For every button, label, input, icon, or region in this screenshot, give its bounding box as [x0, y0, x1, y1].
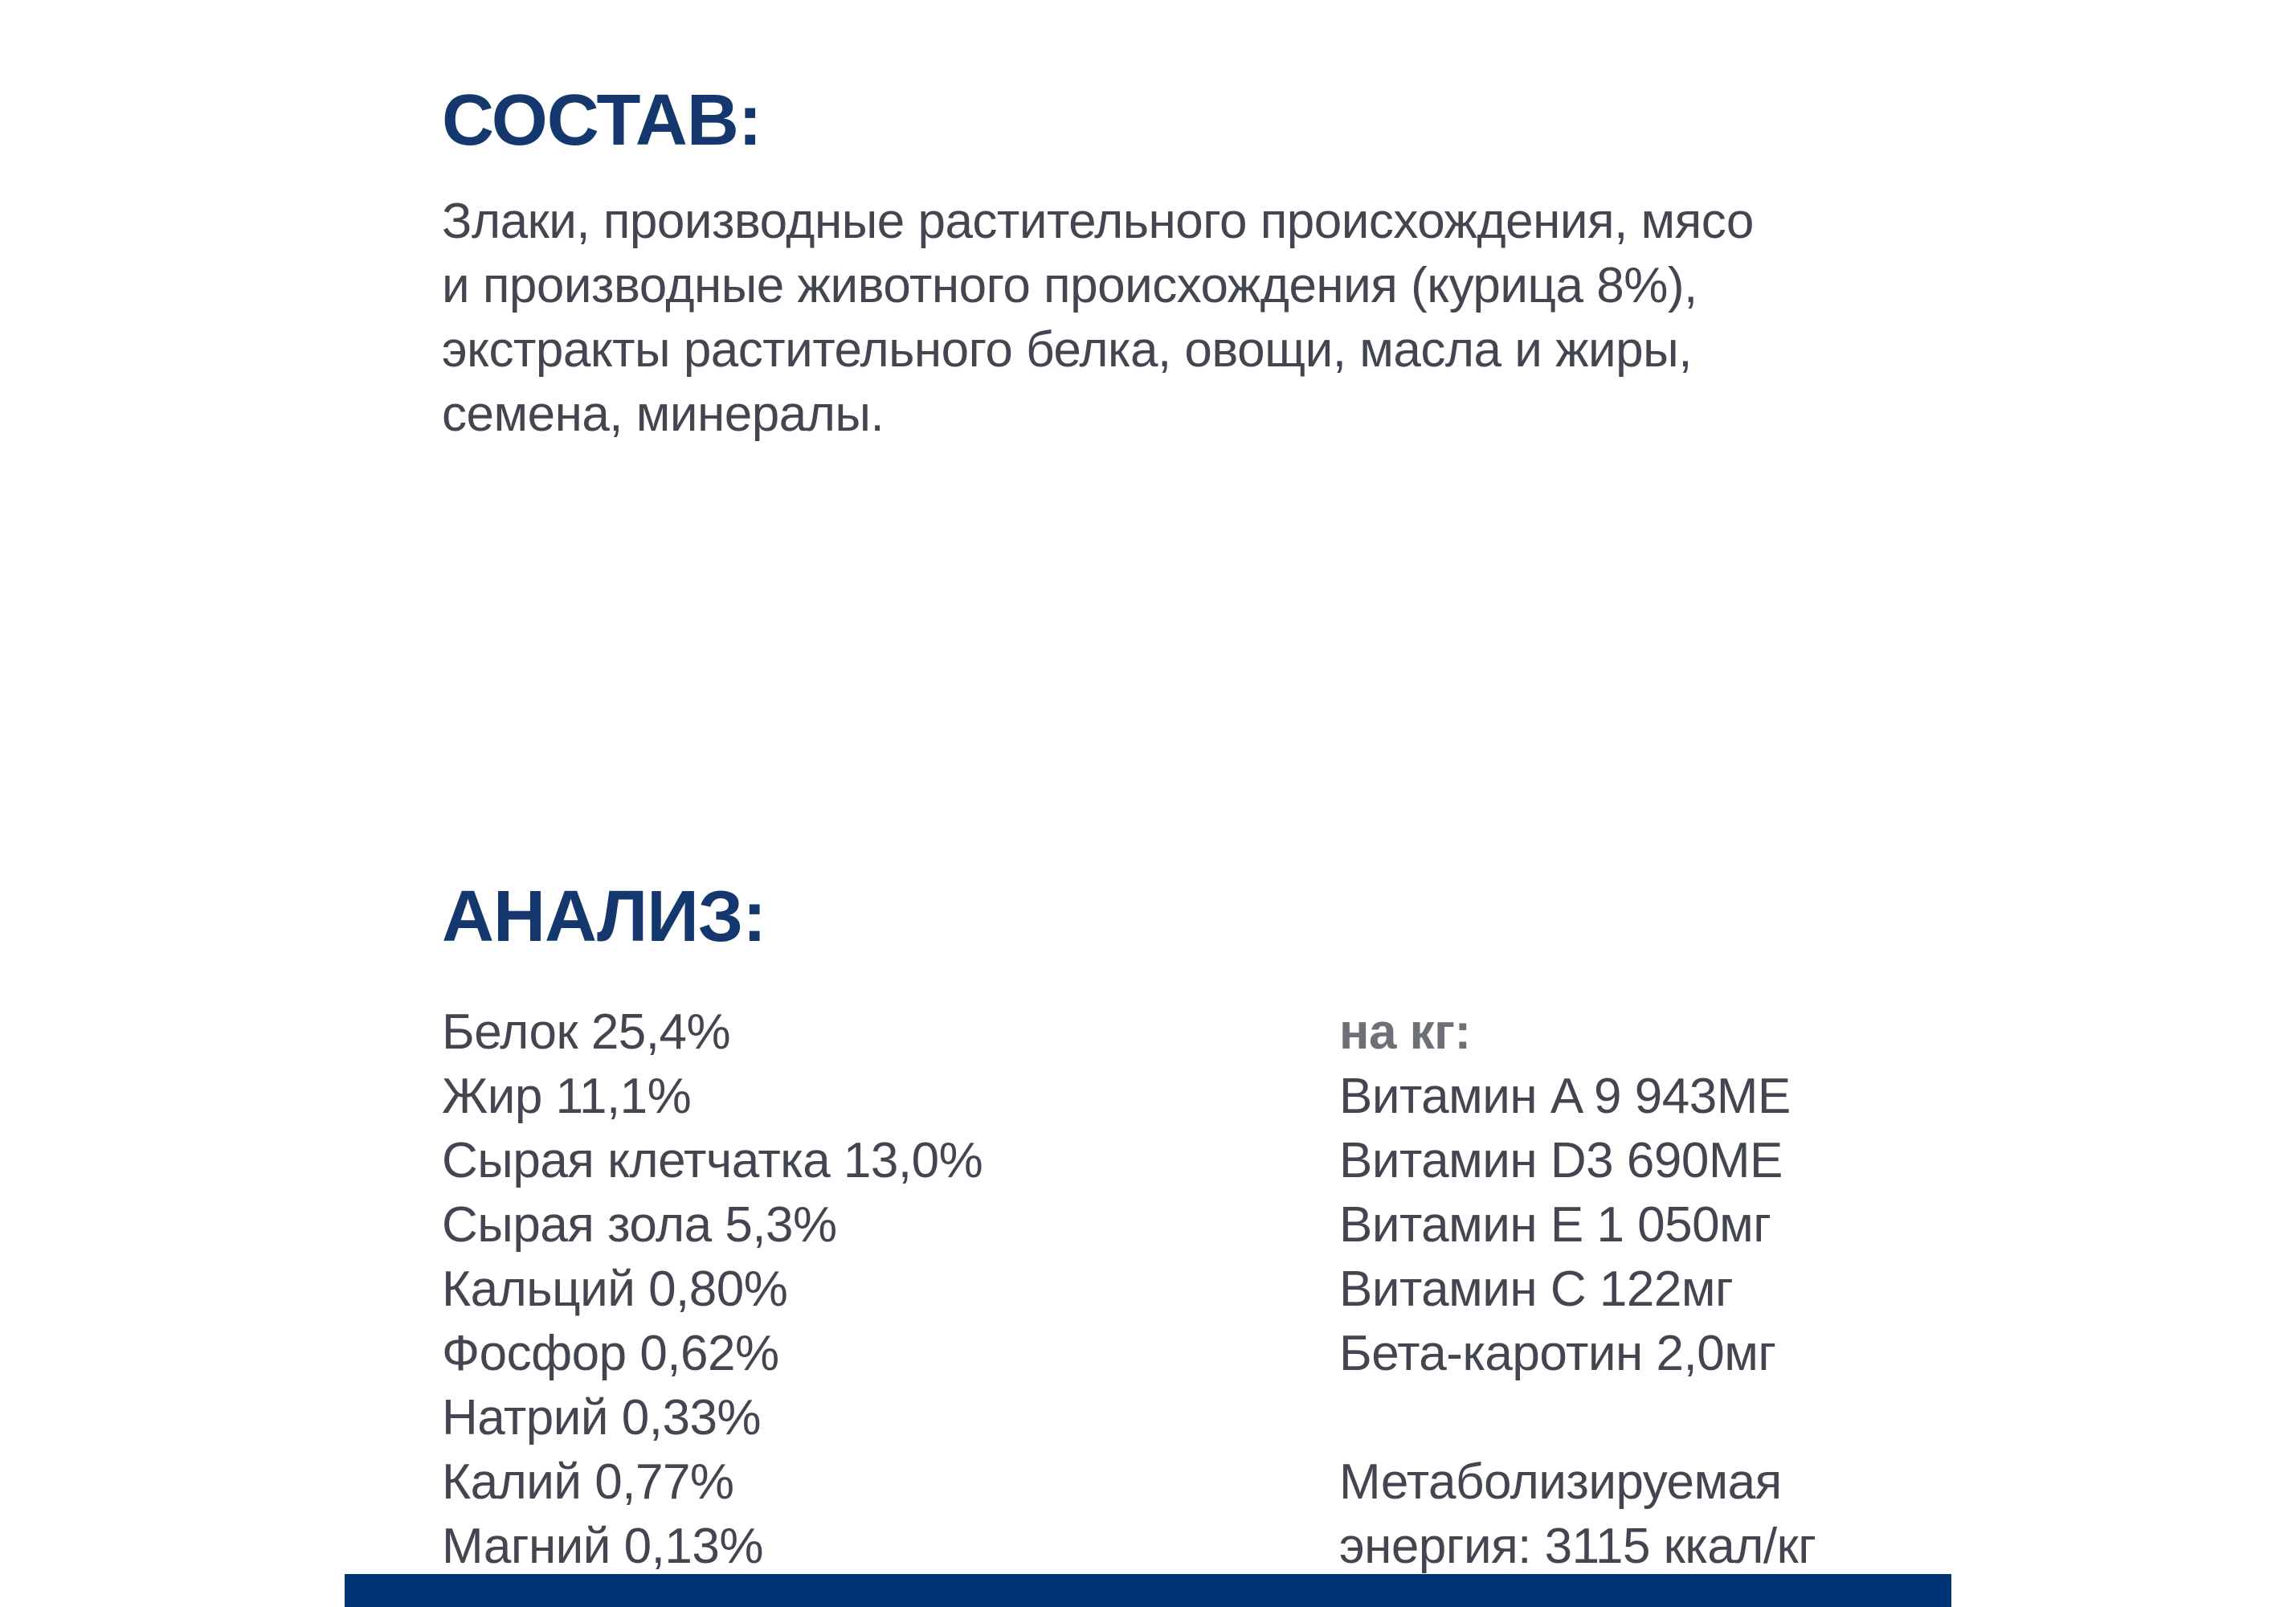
vitamin-item: Витамин D3 690МЕ [1339, 1133, 1783, 1188]
per-kg-label: на кг: [1339, 1004, 1471, 1060]
nutrient-item: Жир 11,1% [442, 1069, 692, 1124]
per-kg-list [1339, 1000, 2223, 1579]
analysis-heading: АНАЛИЗ: [442, 877, 766, 957]
nutrient-item: Сырая зола 5,3% [442, 1197, 837, 1253]
energy-line: энергия: 3115 ккал/кг [1339, 1519, 1816, 1574]
composition-paragraph [442, 190, 1928, 447]
composition-heading: СОСТАВ: [442, 80, 762, 161]
nutrient-list [442, 1000, 1285, 1579]
composition-line: и производные животного происхождения (курица 8%), [442, 258, 1697, 313]
composition-line: Злаки, производные растительного происхождения, мясо [442, 194, 1754, 249]
nutrient-item: Фосфор 0,62% [442, 1326, 779, 1381]
vitamin-item: Витамин A 9 943МЕ [1339, 1069, 1791, 1124]
column-spacer [1339, 1386, 2223, 1450]
composition-line: семена, минералы. [442, 386, 884, 442]
vitamin-item: Бета-каротин 2,0мг [1339, 1326, 1776, 1381]
bottom-accent-bar [345, 1574, 1951, 1607]
nutrient-item: Сырая клетчатка 13,0% [442, 1133, 983, 1188]
nutrient-item: Кальций 0,80% [442, 1261, 788, 1317]
energy-line: Метаболизируемая [1339, 1454, 1782, 1510]
vitamin-item: Витамин C 122мг [1339, 1261, 1734, 1317]
vitamin-item: Витамин E 1 050мг [1339, 1197, 1771, 1253]
composition-line: экстракты растительного белка, овощи, масла и жиры, [442, 322, 1692, 378]
nutrient-item: Белок 25,4% [442, 1004, 731, 1060]
nutrient-item: Магний 0,13% [442, 1519, 763, 1574]
nutrient-item: Натрий 0,33% [442, 1390, 762, 1445]
nutrient-item: Калий 0,77% [442, 1454, 734, 1510]
